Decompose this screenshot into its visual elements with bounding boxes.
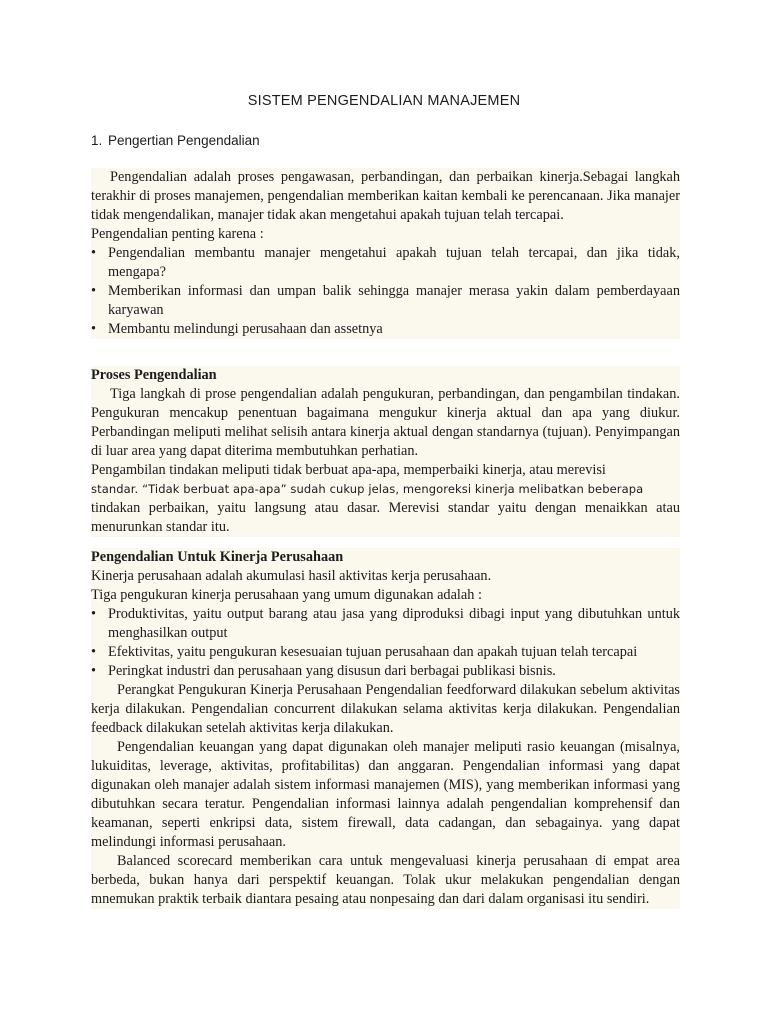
reasons-list — [91, 244, 680, 339]
list-item: • Efektivitas, yaitu pengukuran kesesuaian tujuan perusahaan dan apakah tujuan telah tercapai — [91, 643, 680, 662]
section-1-body — [91, 168, 680, 339]
section-2 — [91, 366, 680, 537]
list-item: • Pengendalian membantu manajer mengetahui apakah tujuan telah tercapai, dan jika tidak, mengapa? — [91, 244, 680, 282]
finance-control-paragraph: Pengendalian keuangan yang dapat digunakan oleh manajer meliputi rasio keuangan (misalnya, lukuiditas, leverage, aktivitas, profitabilitas) dan anggaran. Pengendalian informasi yang dapat digunakan oleh manajer adalah sistem informasi manajemen (MIS), yang memberikan informasi yang dibutuhkan secara teratur. Pengendalian informasi lainnya adalah pengendalian komprehensif dan keamanan, seperti enkripsi data, sistem firewall, data cadangan, dan sebagainya. yang dapat melindungi informasi perusahaan. — [91, 739, 680, 850]
section-1-number: 1. — [91, 133, 103, 148]
scorecard-paragraph: Balanced scorecard memberikan cara untuk mengevaluasi kinerja perusahaan di empat area berbeda, bukan hanya dari perspektif keuangan. Tolak ukur melakukan pengendalian dengan mnemukan praktik terbaik diantara pesaing atau nonpesaing dan dari dalam organisasi itu sendiri. — [91, 853, 680, 907]
section-2-paragraph-2-end: tindakan perbaikan, yaitu langsung atau dasar. Merevisi standar yaitu dengan menaikkan atau menurunkan standar itu. — [91, 500, 680, 535]
section-2-paragraph-2-middle: standar. “Tidak berbuat apa-apa” sudah cukup jelas, mengoreksi kinerja melibatkan beberapa — [91, 482, 644, 496]
section-1-intro: Pengendalian adalah proses pengawasan, perbandingan, dan perbaikan kinerja.Sebagai langkah terakhir di proses manajemen, pengendalian memberikan kaitan kembali ke perencanaan. Jika manajer tidak mengendalikan, manajer tidak akan mengetahui apakah tujuan telah tercapai. — [91, 169, 680, 223]
list-item: • Peringkat industri dan perusahaan yang disusun dari berbagai publikasi bisnis. — [91, 662, 680, 681]
feedforward-paragraph: Perangkat Pengukuran Kinerja Perusahaan Pengendalian feedforward dilakukan sebelum aktivitas kerja dilakukan. Pengendalian concurrent dilakukan selama aktivitas kerja dilakukan. Pengendalian feedback dilakukan setelah aktivitas kerja dilakukan. — [91, 682, 680, 736]
section-2-paragraph-2-start: Pengambilan tindakan meliputi tidak berbuat apa-apa, memperbaiki kinerja, atau merevisi — [91, 462, 606, 478]
section-2-heading: Proses Pengendalian — [91, 367, 217, 383]
list-item: • Produktivitas, yaitu output barang atau jasa yang diproduksi dibagi input yang dibutuhkan untuk menghasilkan output — [91, 605, 680, 643]
section-3-heading: Pengendalian Untuk Kinerja Perusahaan — [91, 549, 344, 565]
section-3-line-2: Tiga pengukuran kinerja perusahaan yang umum digunakan adalah : — [91, 587, 482, 603]
important-label: Pengendalian penting karena : — [91, 226, 264, 242]
document-title: SISTEM PENGENDALIAN MANAJEMEN — [247, 93, 521, 109]
section-3-line-1: Kinerja perusahaan adalah akumulasi hasil aktivitas kerja perusahaan. — [91, 568, 492, 584]
section-1-title: Pengertian Pengendalian — [108, 133, 260, 148]
list-item: • Membantu melindungi perusahaan dan assetnya — [91, 320, 680, 339]
section-2-paragraph-1: Tiga langkah di prose pengendalian adalah pengukuran, perbandingan, dan pengambilan tindakan. Pengukuran mencakup penentuan bagaimana mengukur kinerja aktual dan apa yang diukur. Perbandingan meliputi melihat selisih antara kinerja aktual dengan standarnya (tujuan). Penyimpangan di luar area yang dapat diterima membutuhkan perhatian. — [91, 386, 680, 459]
section-3 — [91, 548, 680, 909]
measures-list — [91, 605, 680, 681]
list-item: • Memberikan informasi dan umpan balik sehingga manajer merasa yakin dalam pemberdayaan karyawan — [91, 282, 680, 320]
section-1-heading — [91, 133, 260, 148]
